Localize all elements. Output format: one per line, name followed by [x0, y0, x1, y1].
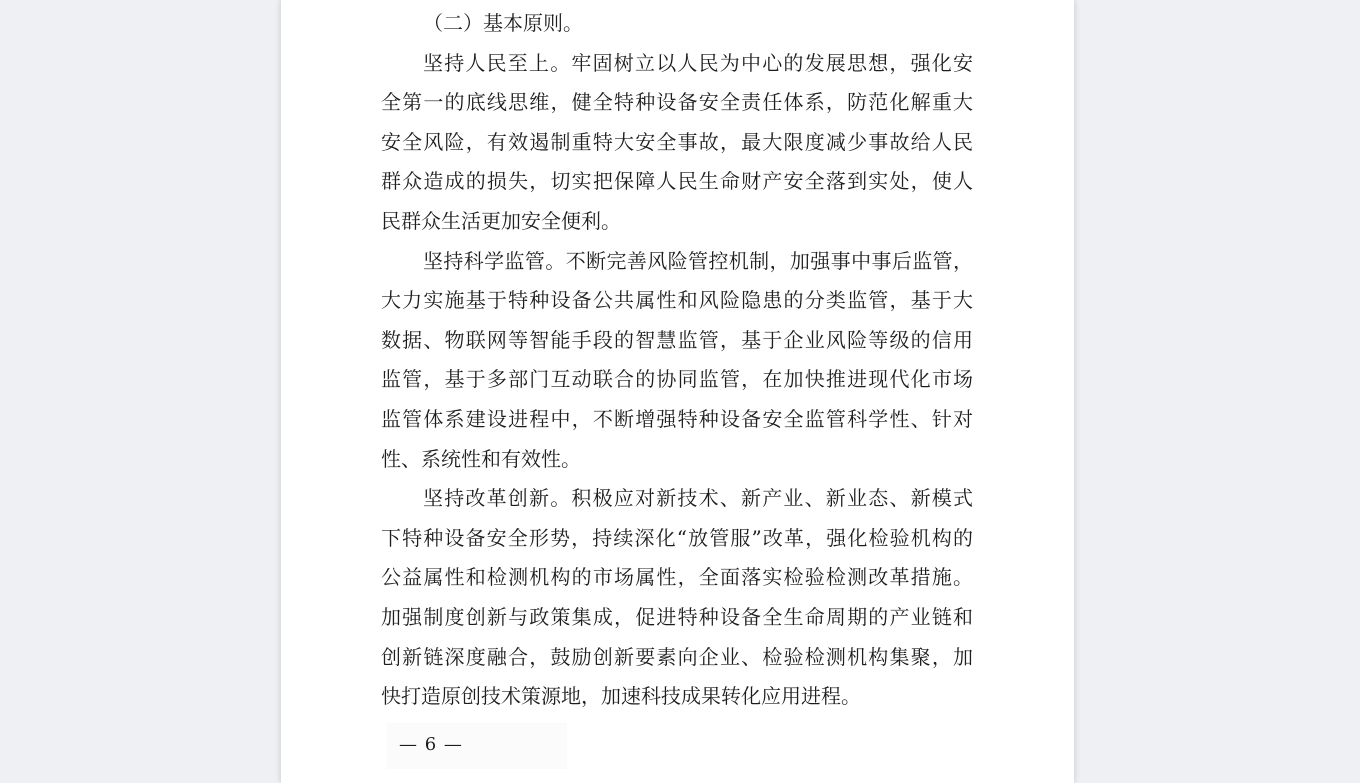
paragraph-3-line-6: 快打造原创技术策源地，加速科技成果转化应用进程。	[381, 684, 861, 709]
paragraph-1-line-1: 坚持人民至上。牢固树立以人民为中心的发展思想，强化安	[423, 50, 973, 75]
paragraph-2-line-3: 数据、物联网等智能手段的智慧监管，基于企业风险等级的信用	[381, 327, 973, 352]
paragraph-2-line-1: 坚持科学监管。不断完善风险管控机制，加强事中事后监管，	[423, 248, 973, 273]
paragraph-2-line-4: 监管，基于多部门互动联合的协同监管，在加快推进现代化市场	[381, 367, 973, 392]
paragraph-3-line-4: 加强制度创新与政策集成，促进特种设备全生命周期的产业链和	[381, 604, 973, 629]
paragraph-3-line-3: 公益属性和检测机构的市场属性，全面落实检验检测改革措施。	[381, 565, 973, 590]
paragraph-2-line-6: 性、系统性和有效性。	[381, 446, 581, 471]
document-page	[281, 0, 1074, 783]
paragraph-1-line-5: 民群众生活更加安全便利。	[381, 208, 621, 233]
paragraph-3-line-5: 创新链深度融合，鼓励创新要素向企业、检验检测机构集聚，加	[381, 644, 973, 669]
page-number: — 6 —	[399, 734, 463, 755]
paragraph-3-line-2: 下特种设备安全形势，持续深化“放管服”改革，强化检验机构的	[381, 525, 973, 550]
paragraph-2-line-5: 监管体系建设进程中，不断增强特种设备安全监管科学性、针对	[381, 406, 973, 431]
paragraph-3-line-1: 坚持改革创新。积极应对新技术、新产业、新业态、新模式	[423, 486, 973, 511]
page-content	[381, 4, 973, 717]
paragraph-1-line-2: 全第一的底线思维，健全特种设备安全责任体系，防范化解重大	[381, 90, 973, 115]
paragraph-1-line-3: 安全风险，有效遏制重特大安全事故，最大限度减少事故给人民	[381, 129, 973, 154]
paragraph-1-line-4: 群众造成的损失，切实把保障人民生命财产安全落到实处，使人	[381, 169, 973, 194]
section-heading: （二）基本原则。	[423, 11, 583, 35]
paragraph-2-line-2: 大力实施基于特种设备公共属性和风险隐患的分类监管，基于大	[381, 288, 973, 313]
